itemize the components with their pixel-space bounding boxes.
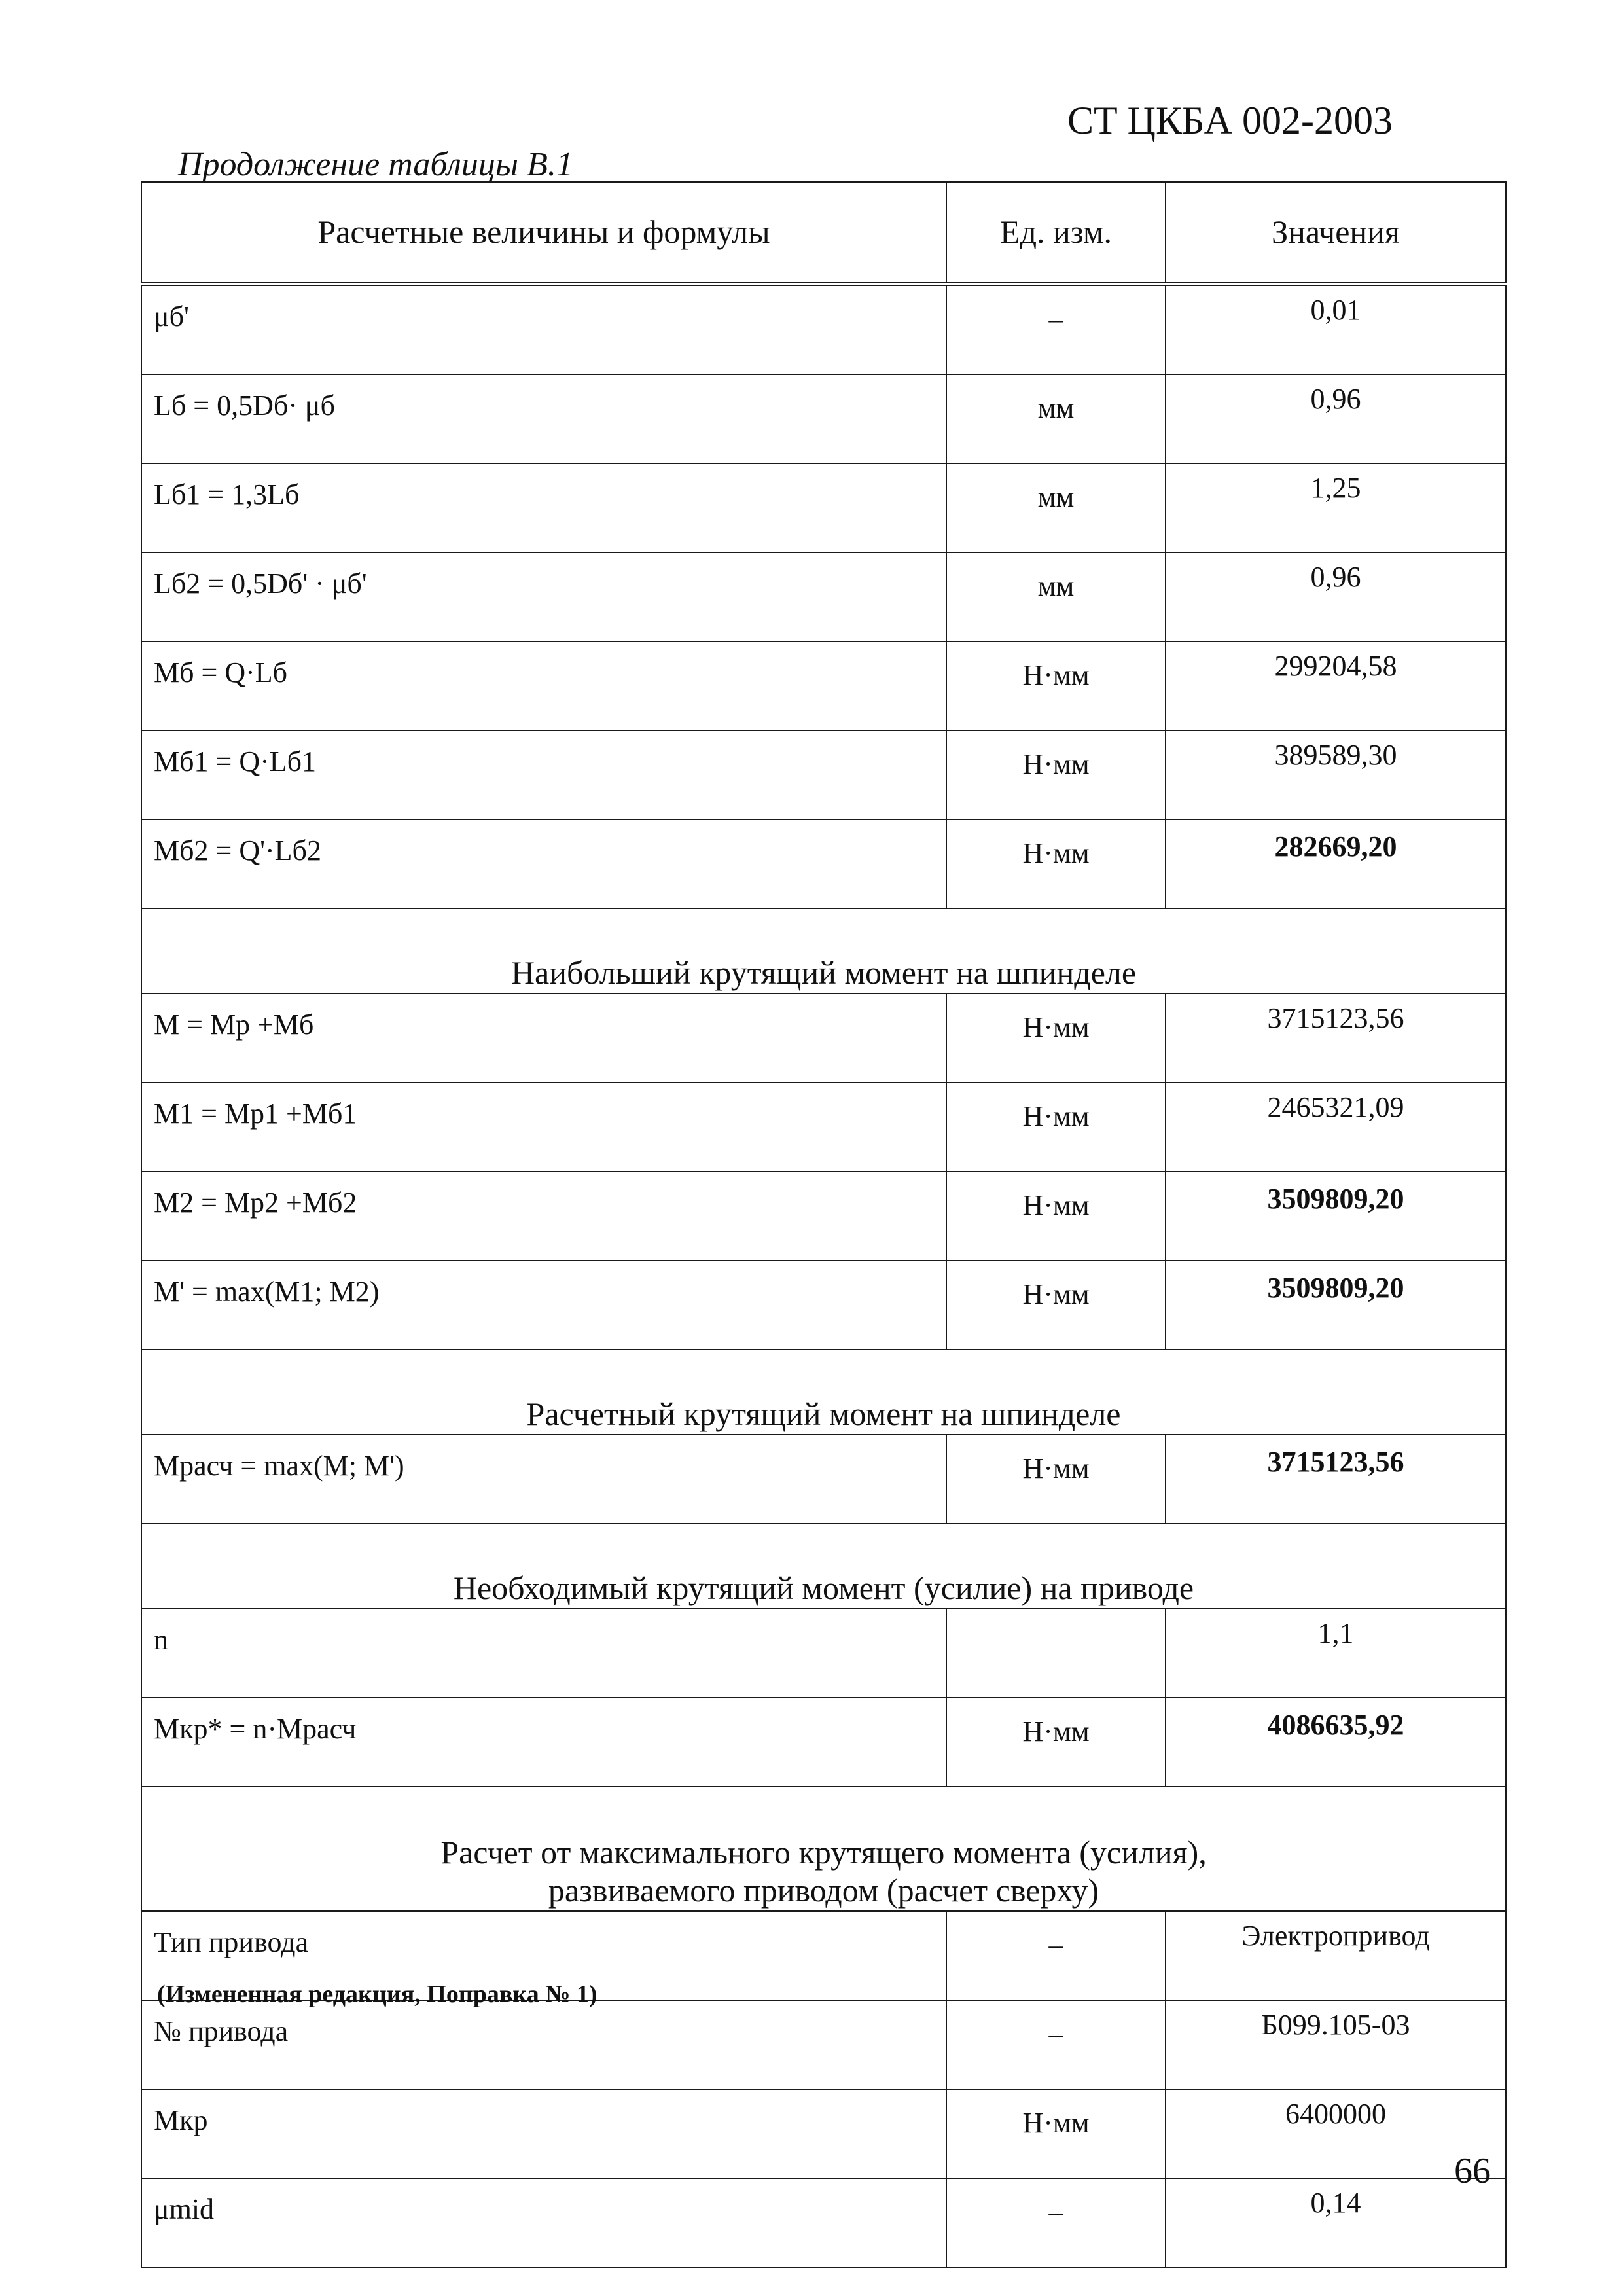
section-heading-row (141, 1350, 1506, 1435)
section-heading-row (141, 1787, 1506, 1911)
formula-cell: Lб = 0,5Dб· μб (141, 374, 946, 463)
value-cell: 4086635,92 (1166, 1698, 1506, 1787)
table-row (141, 1435, 1506, 1524)
value-cell: 3715123,56 (1166, 994, 1506, 1083)
formula-cell: Мб2 = Q'·Lб2 (141, 819, 946, 908)
unit-cell: мм (946, 463, 1166, 552)
unit-cell: – (946, 2000, 1166, 2089)
table-header-row (141, 182, 1506, 284)
formula-cell: n (141, 1609, 946, 1698)
value-cell: 299204,58 (1166, 641, 1506, 730)
unit-cell: Н·мм (946, 994, 1166, 1083)
value-cell: 3715123,56 (1166, 1435, 1506, 1524)
section-title: Наибольший крутящий момент на шпинделе (141, 908, 1506, 994)
value-cell: 0,96 (1166, 374, 1506, 463)
formula-cell: Мкр* = n·Мрасч (141, 1698, 946, 1787)
section-heading-row (141, 908, 1506, 994)
section-title-line: развиваемого приводом (расчет сверху) (548, 1871, 1099, 1909)
unit-cell: – (946, 284, 1166, 374)
section-title (141, 1787, 1506, 1911)
table-row (141, 641, 1506, 730)
unit-cell: – (946, 2178, 1166, 2267)
value-cell: 389589,30 (1166, 730, 1506, 819)
value-cell: 6400000 (1166, 2089, 1506, 2178)
formula-cell: Мкр (141, 2089, 946, 2178)
table-row (141, 1172, 1506, 1261)
unit-cell: Н·мм (946, 641, 1166, 730)
unit-cell: Н·мм (946, 1172, 1166, 1261)
unit-cell (946, 1609, 1166, 1698)
section-title: Необходимый крутящий момент (усилие) на приводе (141, 1524, 1506, 1609)
value-cell: 1,25 (1166, 463, 1506, 552)
column-header-value: Значения (1166, 182, 1506, 284)
value-cell: 282669,20 (1166, 819, 1506, 908)
unit-cell: мм (946, 374, 1166, 463)
formula-cell: Lб1 = 1,3Lб (141, 463, 946, 552)
table-row (141, 1083, 1506, 1172)
value-cell: 0,96 (1166, 552, 1506, 641)
table-row (141, 2178, 1506, 2267)
unit-cell: Н·мм (946, 1083, 1166, 1172)
column-header-unit: Ед. изм. (946, 182, 1166, 284)
table-row (141, 374, 1506, 463)
unit-cell: мм (946, 552, 1166, 641)
section-heading-row (141, 1524, 1506, 1609)
unit-cell: Н·мм (946, 1435, 1166, 1524)
page-number: 66 (1454, 2151, 1491, 2191)
formula-cell: μб' (141, 284, 946, 374)
unit-cell: Н·мм (946, 819, 1166, 908)
unit-cell: Н·мм (946, 1261, 1166, 1350)
table-row (141, 2089, 1506, 2178)
formula-cell: Lб2 = 0,5Dб' · μб' (141, 552, 946, 641)
table-row (141, 463, 1506, 552)
formula-cell: № привода (141, 2000, 946, 2089)
column-header-formula: Расчетные величины и формулы (141, 182, 946, 284)
formula-cell: Мб1 = Q·Lб1 (141, 730, 946, 819)
document-code: СТ ЦКБА 002-2003 (1067, 99, 1393, 142)
formula-cell: М' = max(М1; М2) (141, 1261, 946, 1350)
table-row (141, 730, 1506, 819)
table-row (141, 284, 1506, 374)
table-row (141, 1609, 1506, 1698)
formula-cell: М1 = Мр1 +Мб1 (141, 1083, 946, 1172)
value-cell: 0,01 (1166, 284, 1506, 374)
unit-cell: Н·мм (946, 1698, 1166, 1787)
table-row (141, 1261, 1506, 1350)
table-row (141, 819, 1506, 908)
value-cell: 2465321,09 (1166, 1083, 1506, 1172)
formula-cell: Мрасч = max(М; М') (141, 1435, 946, 1524)
formula-cell: μmid (141, 2178, 946, 2267)
formula-cell: М2 = Мр2 +Мб2 (141, 1172, 946, 1261)
formula-cell: Тип привода (141, 1911, 946, 2000)
unit-cell: Н·мм (946, 730, 1166, 819)
section-title-line: Расчет от максимального крутящего момента (усилия), (440, 1834, 1207, 1871)
formula-cell: М = Мр +Мб (141, 994, 946, 1083)
table-continuation-label: Продолжение таблицы В.1 (178, 146, 573, 183)
edition-note: (Измененная редакция, Поправка № 1) (157, 1981, 597, 2008)
table-row (141, 994, 1506, 1083)
table-row (141, 552, 1506, 641)
table-row (141, 1698, 1506, 1787)
value-cell: Б099.105-03 (1166, 2000, 1506, 2089)
value-cell: 3509809,20 (1166, 1172, 1506, 1261)
section-title: Расчетный крутящий момент на шпинделе (141, 1350, 1506, 1435)
value-cell: 3509809,20 (1166, 1261, 1506, 1350)
unit-cell: – (946, 1911, 1166, 2000)
calculation-table (141, 181, 1507, 2268)
formula-cell: Мб = Q·Lб (141, 641, 946, 730)
value-cell: 0,14 (1166, 2178, 1506, 2267)
value-cell: 1,1 (1166, 1609, 1506, 1698)
unit-cell: Н·мм (946, 2089, 1166, 2178)
table-row (141, 2000, 1506, 2089)
value-cell: Электропривод (1166, 1911, 1506, 2000)
